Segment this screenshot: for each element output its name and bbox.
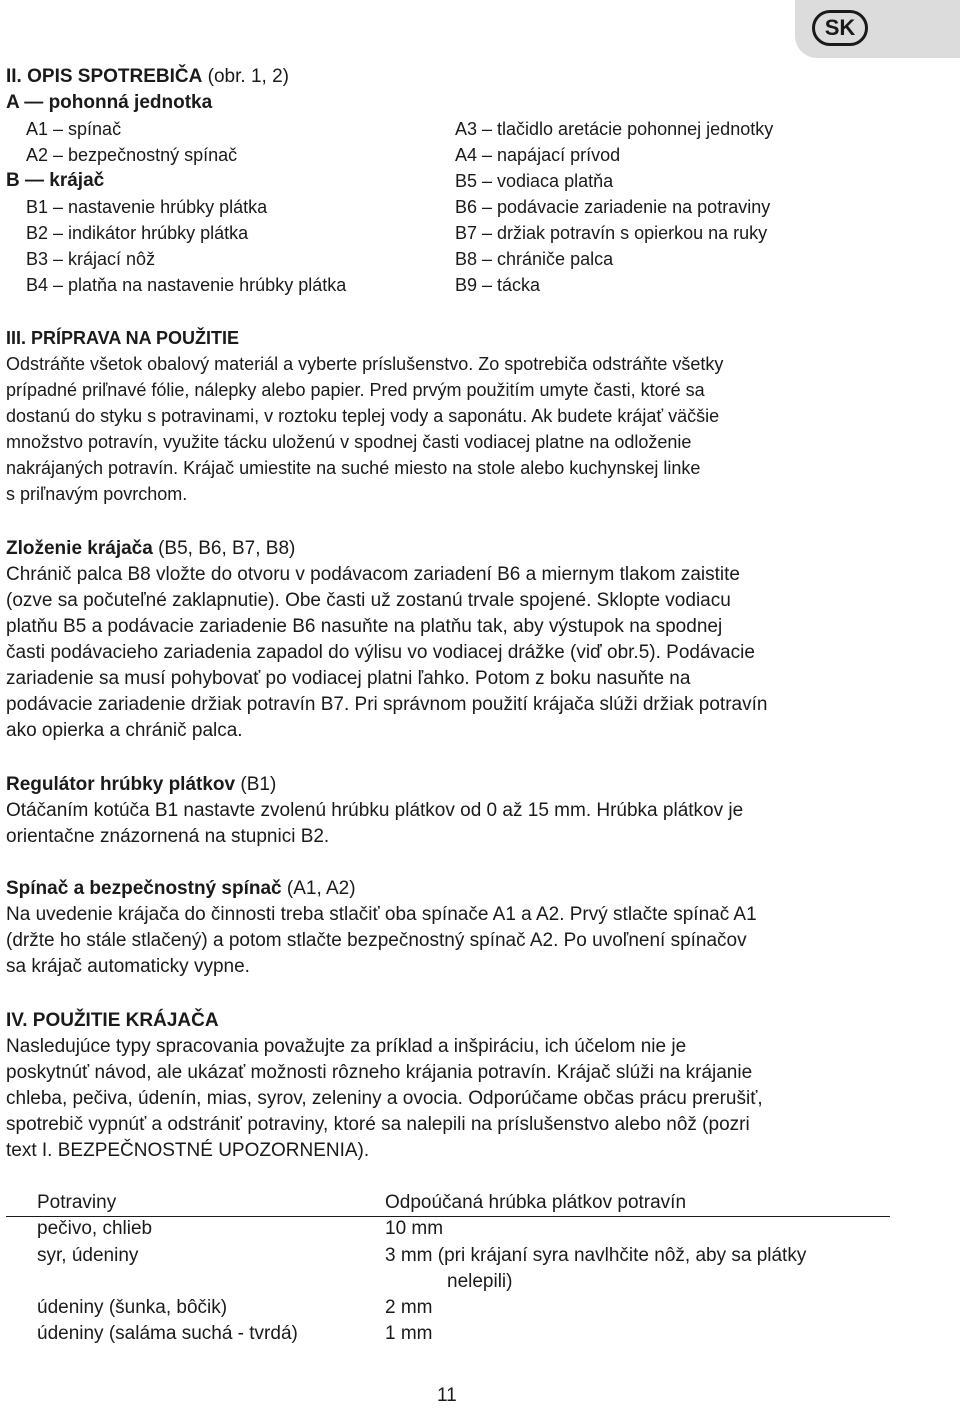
part-b-title: B — krájač	[6, 170, 105, 191]
text-line: ako opierka a chránič palca.	[6, 720, 243, 741]
text-line: prípadné priľnavé fólie, nálepky alebo papier. Pred prvým použitím umyte časti, ktoré sa	[6, 380, 705, 400]
table-cell-food: údeniny (šunka, bôčik)	[37, 1297, 228, 1318]
part-a1: A1 – spínač	[26, 119, 122, 139]
text-line: (ozve sa počuteľné zaklapnutie). Obe časti už zostanú trvale spojené. Sklopte vodiacu	[6, 590, 731, 611]
part-b8: B8 – chrániče palca	[455, 249, 614, 269]
text-line: sa krájač automaticky vypne.	[6, 956, 250, 977]
part-b3: B3 – krájací nôž	[26, 249, 156, 269]
part-b4: B4 – platňa na nastavenie hrúbky plátka	[26, 275, 347, 295]
section-2-title: II. OPIS SPOTREBIČA (obr. 1, 2)	[6, 66, 289, 87]
table-cell-food: pečivo, chlieb	[37, 1218, 153, 1239]
part-a3: A3 – tlačidlo aretácie pohonnej jednotky	[455, 119, 774, 139]
part-b7: B7 – držiak potravín s opierkou na ruky	[455, 223, 768, 243]
table-cell-thickness: 3 mm (pri krájaní syra navlhčite nôž, aby sa plátky	[385, 1245, 807, 1266]
text-line: orientačne znázornená na stupnici B2.	[6, 826, 330, 847]
text-line: nakrájaných potravín. Krájač umiestite na suché miesto na stole alebo kuchynskej linke	[6, 458, 701, 478]
assembly-body	[6, 562, 926, 744]
regulator-heading: Regulátor hrúbky plátkov (B1)	[6, 774, 277, 795]
part-b2: B2 – indikátor hrúbky plátka	[26, 223, 249, 243]
table-cell-thickness: 10 mm	[385, 1218, 444, 1239]
text-line: množstvo potravín, využite tácku uloženú v spodnej časti vodiacej platne na odloženie	[6, 432, 692, 452]
table-header-thickness: Odpoúčaná hrúbka plátkov potravín	[385, 1192, 687, 1213]
table-cell-thickness-cont: nelepili)	[447, 1271, 513, 1292]
table-cell-thickness: 1 mm	[385, 1323, 433, 1344]
part-a-title: A — pohonná jednotka	[6, 92, 213, 113]
text-line: (držte ho stále stlačený) a potom stlačte bezpečnostný spínač A2. Po uvoľnení spínačov	[6, 930, 747, 951]
section-3-title: III. PRÍPRAVA NA POUŽITIE	[6, 328, 240, 348]
part-b9: B9 – tácka	[455, 275, 541, 295]
page-number: 11	[437, 1385, 457, 1406]
text-line: Otáčaním kotúča B1 nastavte zvolenú hrúbku plátkov od 0 až 15 mm. Hrúbka plátkov je	[6, 800, 744, 821]
text-line: s priľnavým povrchom.	[6, 484, 188, 504]
part-b1: B1 – nastavenie hrúbky plátka	[26, 197, 268, 217]
table-cell-food: údeniny (saláma suchá - tvrdá)	[37, 1323, 298, 1344]
part-b6: B6 – podávacie zariadenie na potraviny	[455, 197, 771, 217]
switch-heading: Spínač a bezpečnostný spínač (A1, A2)	[6, 878, 356, 899]
part-a2: A2 – bezpečnostný spínač	[26, 145, 238, 165]
text-line: spotrebič vypnúť a odstrániť potraviny, ktoré sa nalepili na príslušenstvo alebo nôž (pozri	[6, 1114, 750, 1135]
text-line: poskytnúť návod, ale ukázať možnosti rôzneho krájania potravín. Krájač slúži na krájanie	[6, 1062, 753, 1083]
language-badge: SK	[812, 10, 868, 46]
text-line: platňu B5 a podávacie zariadenie B6 nasuňte na platňu tak, aby výstupok na spodnej	[6, 616, 723, 637]
assembly-heading: Zloženie krájača (B5, B6, B7, B8)	[6, 538, 296, 559]
section-4-title: IV. POUŽITIE KRÁJAČA	[6, 1010, 219, 1031]
regulator-body	[6, 798, 926, 850]
section-4-body	[6, 1034, 926, 1164]
text-line: časti podávacieho zariadenia zapadol do výlisu vo vodiacej drážke (viď obr.5). Podávacie	[6, 642, 755, 663]
text-line: Chránič palca B8 vložte do otvoru v podávacom zariadení B6 a miernym tlakom zaistite	[6, 564, 740, 585]
text-line: Odstráňte všetok obalový materiál a vyberte príslušenstvo. Zo spotrebiča odstráňte všetky	[6, 354, 724, 374]
table-header-food: Potraviny	[37, 1192, 117, 1213]
switch-body	[6, 902, 926, 980]
text-line: Nasledujúce typy spracovania považujte za príklad a inšpiráciu, ich účelom nie je	[6, 1036, 687, 1057]
section-3-body	[6, 351, 926, 507]
text-line: text I. BEZPEČNOSTNÉ UPOZORNENIA).	[6, 1140, 370, 1161]
part-b5: B5 – vodiaca platňa	[455, 171, 614, 191]
text-line: podávacie zariadenie držiak potravín B7. Pri správnom použití krájača slúži držiak potravín	[6, 694, 768, 715]
part-a4: A4 – napájací prívod	[455, 145, 621, 165]
text-line: chleba, pečiva, údenín, mias, syrov, zeleniny a ovocia. Odporúčame občas prácu prerušiť,	[6, 1088, 763, 1109]
table-cell-thickness: 2 mm	[385, 1297, 433, 1318]
table-cell-food: syr, údeniny	[37, 1245, 139, 1266]
text-line: Na uvedenie krájača do činnosti treba stlačiť oba spínače A1 a A2. Prvý stlačte spínač A1	[6, 904, 757, 925]
text-line: zariadenie sa musí pohybovať po vodiacej platni ľahko. Potom z boku nasuňte na	[6, 668, 691, 689]
text-line: dostanú do styku s potravinami, v roztoku teplej vody a saponátu. Ak budete krájať väčšie	[6, 406, 720, 426]
